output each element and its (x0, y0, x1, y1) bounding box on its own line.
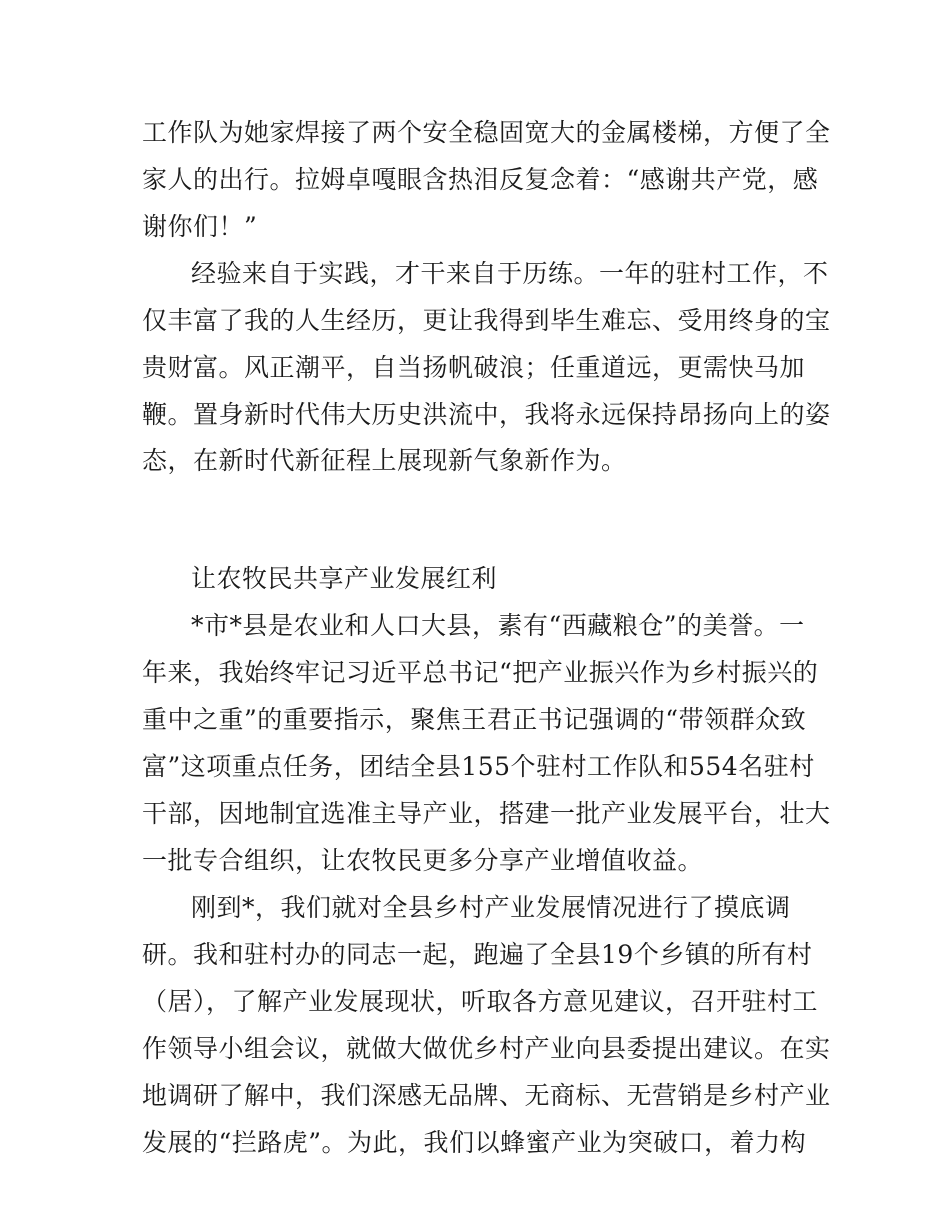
paragraph-line: 谢你们！” (142, 212, 258, 241)
paragraph-line: 刚到*，我们就对全县乡村产业发展情况进行了摸底调 (191, 893, 791, 922)
paragraph-line: 家人的出行。拉姆卓嘎眼含热泪反复念着：“感谢共产党，感 (142, 165, 819, 194)
paragraph-line: 发展的“拦路虎”。为此，我们以蜂蜜产业为突破口，着力构 (142, 1128, 807, 1157)
paragraph-line: 态，在新时代新征程上展现新气象新作为。 (142, 446, 627, 475)
paragraph-line: 鞭。置身新时代伟大历史洪流中，我将永远保持昂扬向上的姿 (142, 400, 831, 429)
paragraph-line: 贵财富。风正潮平，自当扬帆破浪；任重道远，更需快马加 (142, 353, 806, 382)
paragraph-line: 作领导小组会议，就做大做优乡村产业向县委提出建议。在实 (142, 1034, 831, 1063)
paragraph-line: 一批专合组织，让农牧民更多分享产业增值收益。 (142, 846, 704, 875)
paragraph-line: （居），了解产业发展现状，听取各方意见建议，召开驻村工 (142, 987, 819, 1016)
paragraph-line: 仅丰富了我的人生经历，更让我得到毕生难忘、受用终身的宝 (142, 306, 831, 335)
paragraph-line: *市*县是农业和人口大县，素有“西藏粮仓”的美誉。一 (191, 611, 805, 640)
paragraph-line: 地调研了解中，我们深感无品牌、无商标、无营销是乡村产业 (142, 1081, 831, 1110)
section-title: 让农牧民共享产业发展红利 (191, 564, 498, 593)
paragraph-line: 经验来自于实践，才干来自于历练。一年的驻村工作，不 (191, 259, 829, 288)
paragraph-line: 富”这项重点任务，团结全县155个驻村工作队和554名驻村 (142, 752, 815, 781)
paragraph-line: 年来，我始终牢记习近平总书记“把产业振兴作为乡村振兴的 (142, 658, 819, 687)
paragraph-line: 研。我和驻村办的同志一起，跑遍了全县19个乡镇的所有村 (142, 940, 813, 969)
paragraph-line: 干部，因地制宜选准主导产业，搭建一批产业发展平台，壮大 (142, 799, 831, 828)
paragraph-line: 工作队为她家焊接了两个安全稳固宽大的金属楼梯，方便了全 (142, 118, 831, 147)
paragraph-line: 重中之重”的重要指示，聚焦王君正书记强调的“带领群众致 (142, 705, 807, 734)
